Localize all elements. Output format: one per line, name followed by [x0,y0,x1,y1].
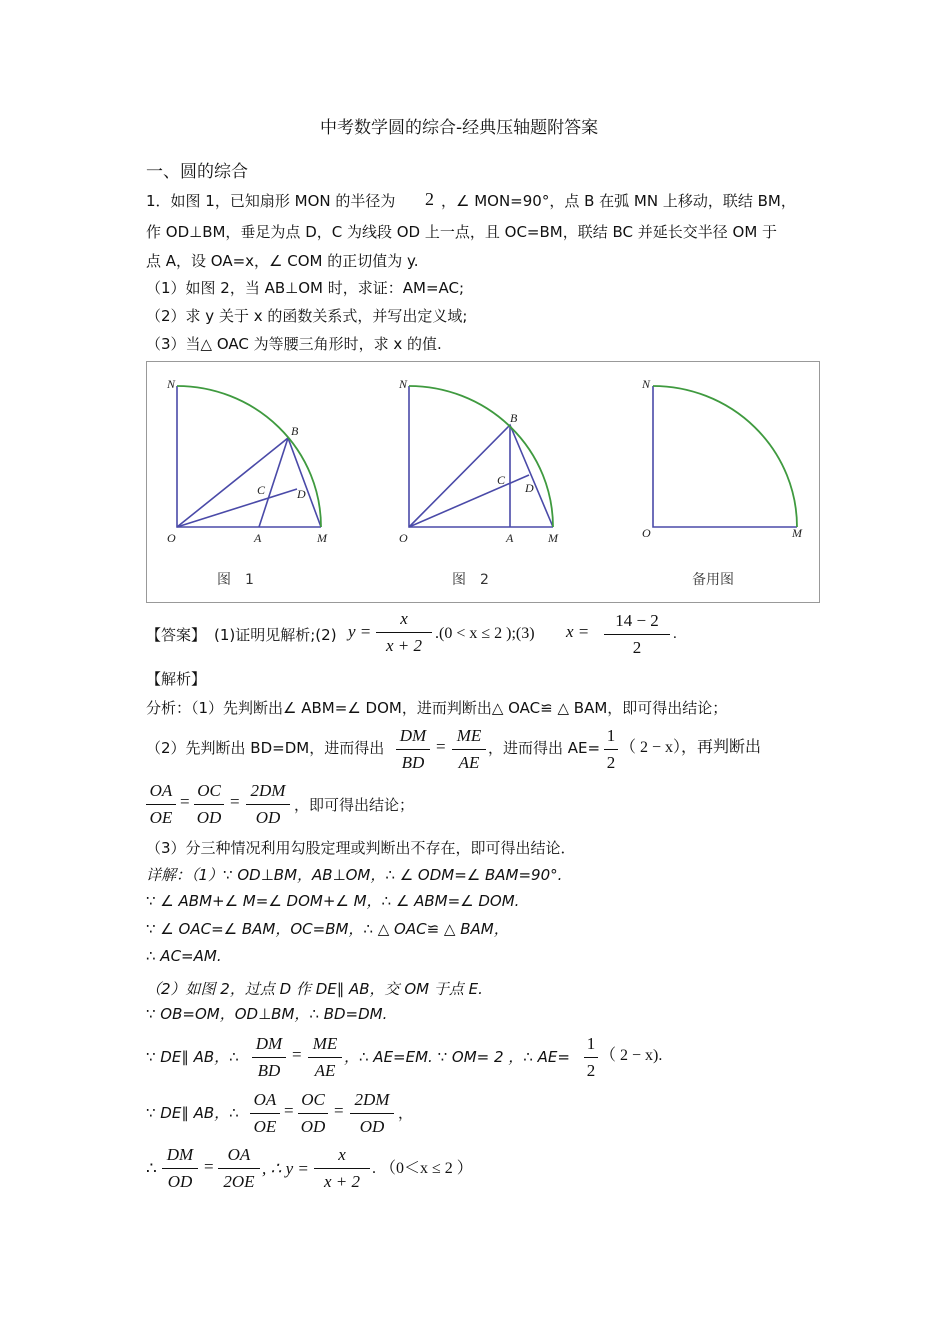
answer-x: x = [566,622,590,641]
detail-line-1: 详解：（1）∵ OD⊥BM，AB⊥OM，∴ ∠ ODM=∠ BAM=90°. [146,866,563,884]
frac-den: 2OE [223,1172,255,1191]
fig3-label-O: O [642,526,651,540]
frac-num: 1 [586,1034,596,1053]
detail-frac-dm-od [162,1143,198,1194]
frac-den: BD [401,753,425,772]
detail-line-9b: , ∴ y = [262,1159,309,1178]
detail-line-8b: ， [398,1104,414,1122]
frac-den: OD [196,808,222,827]
answer-fraction [376,607,432,658]
equals-sign: = [334,1101,344,1120]
figure-panel [146,361,820,603]
fig1-label-A: A [254,531,262,545]
problem-line-1b: ，∠ MON=90°，点 B 在弧 MN 上移动，联结 BM， [441,192,796,210]
fig2-label-C: C [497,473,506,487]
equals-sign: = [180,792,190,811]
detail-line-7b: ，∴ AE=EM. ∵ OM= 2 ，∴ AE= [344,1048,570,1066]
fig1-label-O: O [167,531,176,545]
answer-y: y = [348,622,372,641]
detail-line-7a: ∵ DE∥ AB，∴ [146,1048,239,1066]
equals-sign: = [204,1157,214,1176]
detail-frac-dm-bd [252,1032,286,1083]
detail-line-6: ∵ OB=OM，OD⊥BM，∴ BD=DM. [146,1005,388,1023]
frac-num: OA [227,1145,251,1164]
analysis-frac-2dm-od [246,779,290,830]
equals-sign: = [284,1101,294,1120]
fig3-label-N: N [642,377,651,391]
fig1-caption: 图 1 [217,572,254,588]
frac-num: OC [301,1090,325,1109]
frac-den: OD [167,1172,193,1191]
frac-num: DM [399,726,427,745]
frac-num: OA [253,1090,277,1109]
analysis-line-2b: ，进而得出 AE= [488,739,601,757]
equals-sign: = [230,792,240,811]
detail-line-3: ∵ ∠ OAC=∠ BAM，OC=BM，∴ △ OAC≌ △ BAM， [146,920,509,938]
detail-line-9a: ∴ [146,1159,157,1178]
analysis-line-1: 分析：（1）先判断出∠ ABM=∠ DOM，进而判断出△ OAC≌ △ BAM，即可得出结论； [146,699,728,717]
detail-line-8a: ∵ DE∥ AB，∴ [146,1104,239,1122]
frac-den: OD [300,1117,326,1136]
analysis-line-2c: （ 2 − x），再判断出 [620,739,762,756]
problem-line-1a: 1．如图 1，已知扇形 MON 的半径为 [146,192,396,210]
answer-end: . [673,626,677,642]
fig1-label-D: D [297,487,306,501]
answer-x-fraction [604,609,670,660]
analysis-line-4: （3）分三种情况利用勾股定理或判断出不存在，即可得出结论． [146,839,576,857]
fig2-label-D: D [525,481,534,495]
detail-line-2: ∵ ∠ ABM+∠ M=∠ DOM+∠ M，∴ ∠ ABM=∠ DOM. [146,892,520,910]
frac-num: OA [149,781,173,800]
answer-frac-num: x [400,609,408,628]
frac-den: OE [149,808,173,827]
equals-sign: = [436,737,446,756]
analysis-label: 【解析】 [146,670,207,688]
fig2-label-N: N [399,377,408,391]
answer-label: 【答案】 [146,626,207,644]
frac-den: x + 2 [323,1172,361,1191]
frac-den: 2 [586,1061,596,1080]
analysis-line-3: ，即可得出结论； [294,796,415,814]
question-1: （1）如图 2，当 AB⊥OM 时，求证：AM=AC; [146,279,465,297]
fig2-caption: 图 2 [452,572,489,588]
analysis-frac-me-ae [452,724,486,775]
question-3: （3）当△ OAC 为等腰三角形时，求 x 的值. [146,335,442,353]
section-heading: 一、圆的综合 [146,162,248,182]
analysis-frac-dm-bd [396,724,430,775]
detail-half [584,1032,598,1083]
answer-part1: (1)证明见解析;(2) [214,626,337,644]
frac-num: 1 [606,726,616,745]
detail-frac-y [314,1143,370,1194]
analysis-frac-oc-od [194,779,224,830]
frac-num: OC [197,781,221,800]
frac-num: ME [456,726,482,745]
detail-line-9c: . （0＜x ≤ 2 ） [372,1160,473,1177]
frac-den: BD [257,1061,281,1080]
fig1-label-C: C [257,483,266,497]
answer-frac-den: x + 2 [385,636,423,655]
detail-line-7c: （ 2 − x). [600,1047,663,1064]
detail-frac-2dm-od [350,1088,394,1139]
frac-num: DM [255,1034,283,1053]
detail-line-5: （2）如图 2，过点 D 作 DE∥ AB，交 OM 于点 E. [146,980,483,998]
fig1-label-N: N [167,377,176,391]
radius-value: 2 [425,189,434,209]
frac-num: ME [312,1034,338,1053]
problem-line-3: 点 A，设 OA=x，∠ COM 的正切值为 y. [146,252,419,270]
answer-domain: .(0 < x ≤ 2 );(3) [435,625,535,642]
detail-frac-me-ae [308,1032,342,1083]
detail-frac-oa-oe [250,1088,280,1139]
frac-num: x [338,1145,346,1164]
detail-line-4: ∴ AC=AM. [146,947,222,965]
fig2-label-M: M [548,531,558,545]
answer-x-den: 2 [632,638,642,657]
question-2: （2）求 y 关于 x 的函数关系式，并写出定义域; [146,307,468,325]
frac-den: AE [458,753,480,772]
analysis-half [604,724,618,775]
frac-den: OD [255,808,281,827]
detail-frac-oa-2oe [218,1143,260,1194]
fig2-label-B: B [510,411,518,425]
fig1-label-B: B [291,424,299,438]
geometry-figures [147,362,819,602]
frac-num: 2DM [250,781,286,800]
answer-x-num: 14 − 2 [615,611,659,630]
fig2-label-A: A [506,531,514,545]
detail-frac-oc-od [298,1088,328,1139]
frac-den: OE [253,1117,277,1136]
frac-den: AE [314,1061,336,1080]
fig2-label-O: O [399,531,408,545]
fig1-label-M: M [317,531,327,545]
analysis-line-2a: （2）先判断出 BD=DM，进而得出 [146,739,385,757]
frac-num: 2DM [354,1090,390,1109]
equals-sign: = [292,1045,302,1064]
analysis-frac-oa-oe [146,779,176,830]
fig3-label-M: M [792,526,802,540]
frac-den: OD [359,1117,385,1136]
frac-den: 2 [606,753,616,772]
fig3-caption: 备用图 [692,572,734,588]
problem-line-2: 作 OD⊥BM，垂足为点 D，C 为线段 OD 上一点，且 OC=BM，联结 BC 并延长交半径 OM 于 [146,223,778,241]
page-title: 中考数学圆的综合-经典压轴题附答案 [320,118,599,138]
frac-num: DM [166,1145,194,1164]
